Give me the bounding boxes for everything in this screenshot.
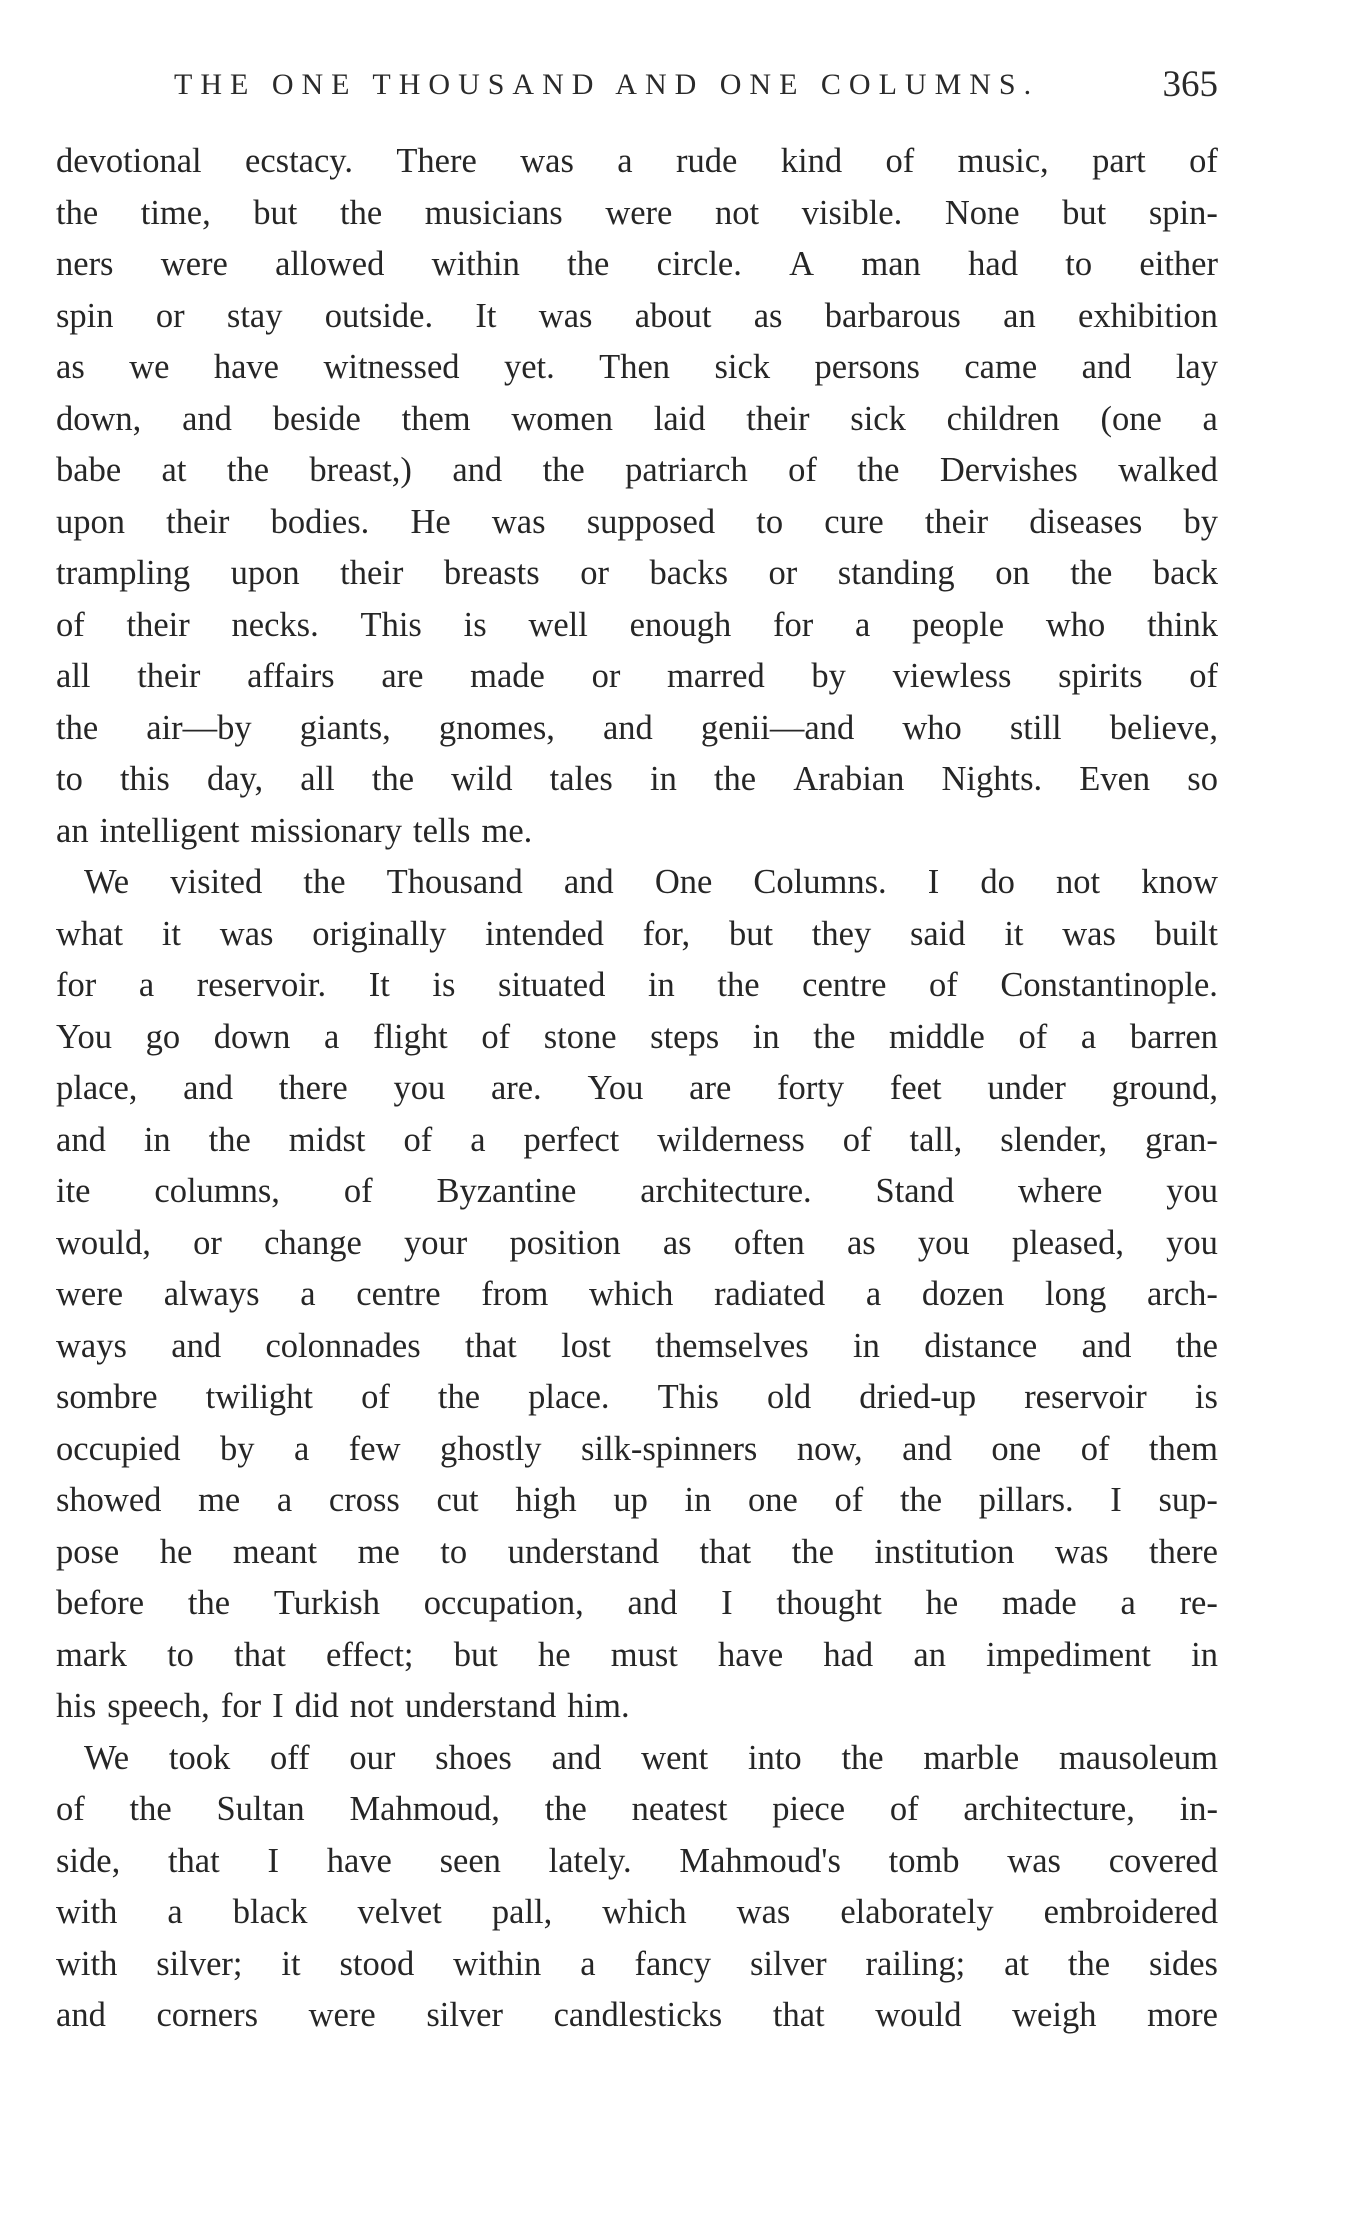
text-line: babe at the breast,) and the patriarch of the Dervishes walked [56, 451, 1218, 489]
page-number: 365 [1162, 64, 1218, 105]
text-line: as we have witnessed yet. Then sick persons came and lay [56, 348, 1218, 386]
text-line: trampling upon their breasts or backs or standing on the back [56, 554, 1218, 592]
text-line: You go down a flight of stone steps in the middle of a barren [56, 1017, 1218, 1056]
text-line: for a reservoir. It is situated in the centre of Constantinople. [56, 966, 1218, 1004]
text-line: sombre twilight of the place. This old dried-up reservoir is [56, 1378, 1218, 1416]
text-line: an intelligent missionary tells me. [56, 811, 533, 850]
text-line: occupied by a few ghostly silk-spinners now, and one of them [56, 1429, 1218, 1468]
text-line: upon their bodies. He was supposed to cure their diseases by [56, 502, 1218, 541]
text-line: what it was originally intended for, but they said it was built [56, 914, 1218, 953]
running-head [56, 62, 1218, 108]
text-line: down, and beside them women laid their sick children (one a [56, 399, 1218, 438]
text-line: ways and colonnades that lost themselves in distance and the [56, 1326, 1218, 1365]
text-line: would, or change your position as often as you pleased, you [56, 1223, 1218, 1262]
text-line: his speech, for I did not understand him. [56, 1687, 630, 1725]
text-line: of the Sultan Mahmoud, the neatest piece of architecture, in- [56, 1790, 1218, 1828]
text-line: pose he meant me to understand that the institution was there [56, 1532, 1218, 1571]
text-line: place, and there you are. You are forty feet under ground, [56, 1069, 1218, 1107]
text-line: of their necks. This is well enough for a people who think [56, 605, 1218, 644]
text-line: and corners were silver candlesticks that would weigh more [56, 1996, 1218, 2034]
text-line: with a black velvet pall, which was elaborately embroidered [56, 1893, 1218, 1931]
text-line: ite columns, of Byzantine architecture. Stand where you [56, 1172, 1218, 1210]
body-text [56, 136, 1218, 2042]
text-line: the air—by giants, gnomes, and genii—and who still believe, [56, 708, 1218, 747]
text-line: showed me a cross cut high up in one of the pillars. I sup- [56, 1481, 1218, 1519]
running-title: THE ONE THOUSAND AND ONE COLUMNS. [174, 68, 1040, 101]
text-line: ners were allowed within the circle. A man had to either [56, 245, 1218, 283]
text-line: before the Turkish occupation, and I thought he made a re- [56, 1584, 1218, 1622]
text-line: all their affairs are made or marred by viewless spirits of [56, 657, 1218, 695]
text-line: with silver; it stood within a fancy silver railing; at the sides [56, 1944, 1218, 1983]
text-line: were always a centre from which radiated a dozen long arch- [56, 1275, 1218, 1313]
text-line: side, that I have seen lately. Mahmoud's tomb was covered [56, 1841, 1218, 1880]
text-line: the time, but the musicians were not visible. None but spin- [56, 193, 1218, 232]
text-line: to this day, all the wild tales in the Arabian Nights. Even so [56, 760, 1218, 798]
text-line: and in the midst of a perfect wilderness of tall, slender, gran- [56, 1120, 1218, 1159]
text-line: We took off our shoes and went into the marble mausoleum [84, 1738, 1218, 1777]
text-line: devotional ecstacy. There was a rude kind of music, part of [56, 142, 1218, 180]
text-line: mark to that effect; but he must have had an impediment in [56, 1635, 1218, 1674]
text-line: We visited the Thousand and One Columns. I do not know [84, 863, 1218, 901]
text-line: spin or stay outside. It was about as barbarous an exhibition [56, 296, 1218, 335]
